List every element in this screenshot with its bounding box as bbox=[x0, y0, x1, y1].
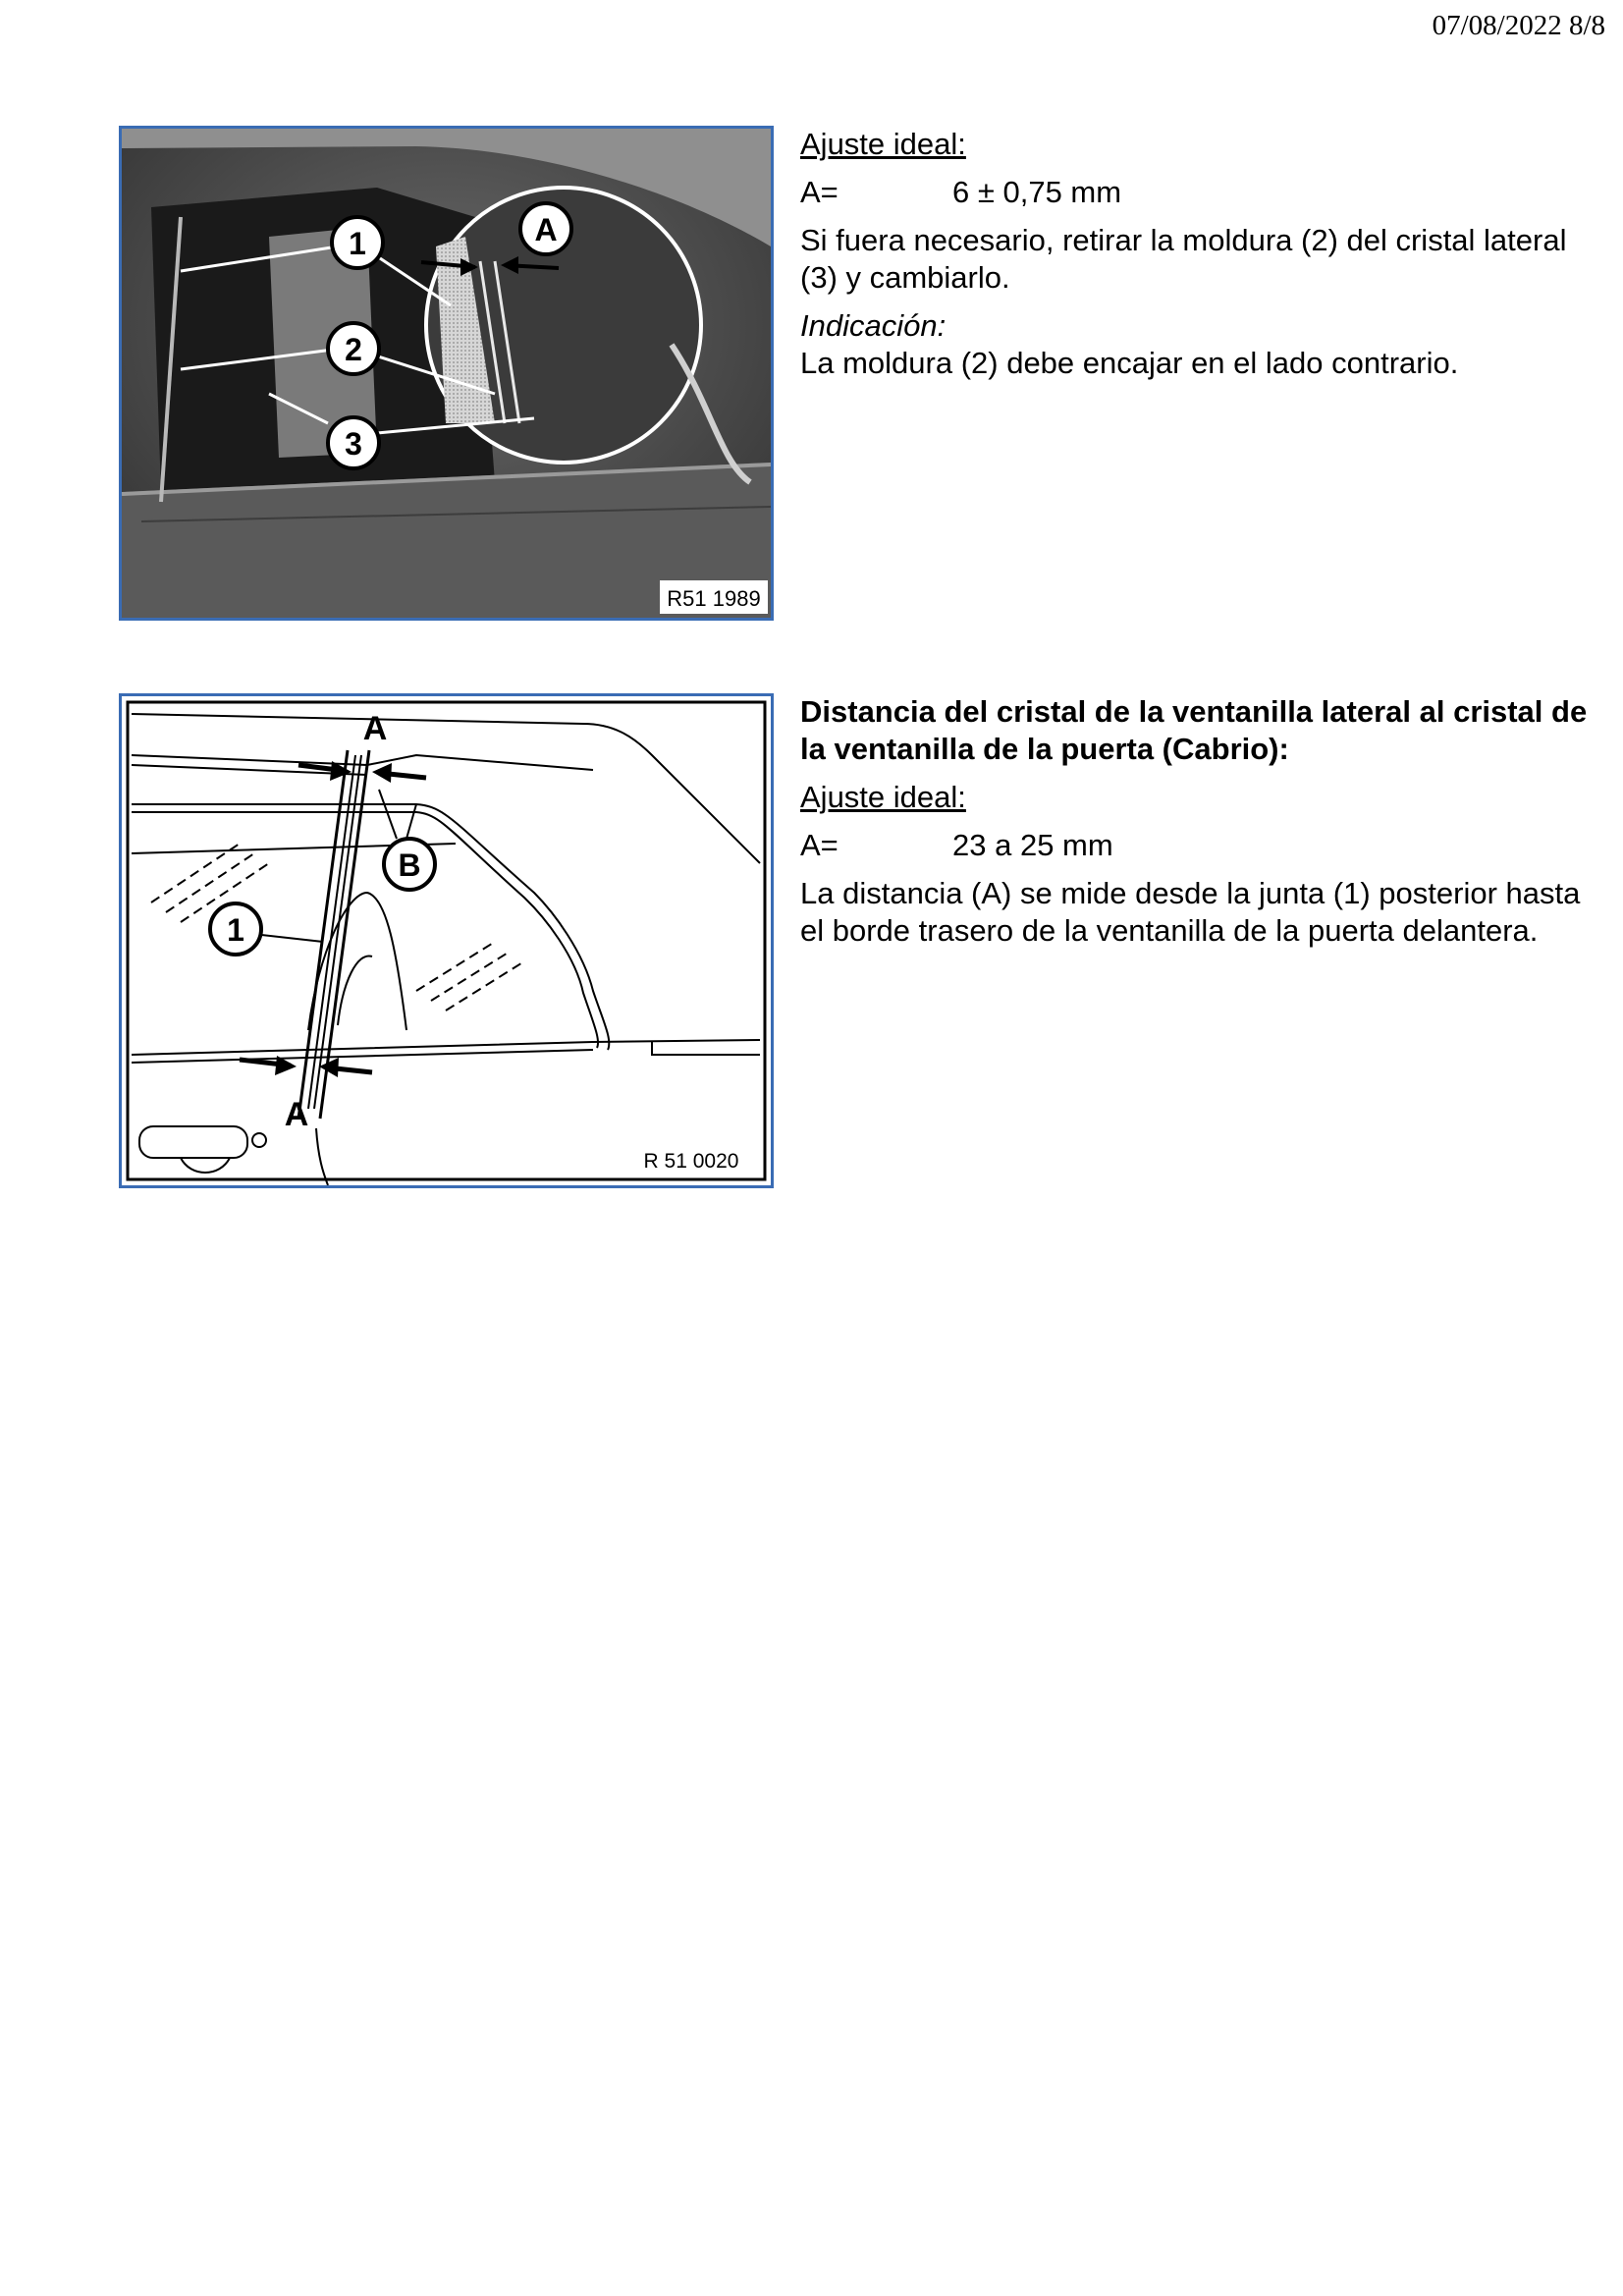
text-block-cabrio-window-distance bbox=[800, 693, 1605, 950]
heading-ideal-adjustment: Ajuste ideal: bbox=[800, 127, 966, 161]
cabrio-window-line-drawing bbox=[122, 696, 771, 1185]
spec-row bbox=[800, 174, 1605, 211]
side-window-photo-illustration bbox=[122, 129, 771, 618]
figure-cabrio-window-drawing bbox=[119, 693, 774, 1188]
svg-text:A: A bbox=[534, 212, 558, 247]
instruction-text: Si fuera necesario, retirar la moldura (2) del cristal lateral (3) y cambiarlo. bbox=[800, 223, 1567, 295]
figure-side-window-photo bbox=[119, 126, 774, 621]
callout-A bbox=[520, 203, 571, 254]
spec-value: 23 a 25 mm bbox=[952, 828, 1113, 862]
callout-1 bbox=[210, 903, 261, 955]
callout-1 bbox=[332, 217, 383, 268]
note-text: La moldura (2) debe encajar en el lado contrario. bbox=[800, 346, 1459, 380]
spec-value: 6 ± 0,75 mm bbox=[952, 175, 1122, 209]
callout-2 bbox=[328, 323, 379, 374]
spec-row bbox=[800, 827, 1605, 864]
svg-text:A: A bbox=[284, 1096, 309, 1133]
callout-B bbox=[384, 839, 435, 890]
figure-code-label: R 51 0020 bbox=[643, 1150, 739, 1173]
figure-code-label: R51 1989 bbox=[667, 586, 761, 611]
spec-key: A= bbox=[800, 828, 839, 862]
section-title: Distancia del cristal de la ventanilla lateral al cristal de la ventanilla de la puerta (Cabrio): bbox=[800, 694, 1588, 766]
text-block-ideal-adjustment-1 bbox=[800, 126, 1605, 382]
label-A-top bbox=[363, 710, 388, 747]
svg-text:3: 3 bbox=[345, 426, 362, 462]
callout-3 bbox=[328, 417, 379, 468]
description-text: La distancia (A) se mide desde la junta (1) posterior hasta el borde trasero de la ventanilla de la puerta delantera. bbox=[800, 876, 1581, 948]
heading-ideal-adjustment: Ajuste ideal: bbox=[800, 780, 966, 814]
svg-text:2: 2 bbox=[345, 332, 362, 367]
page-header-date-page: 07/08/2022 8/8 bbox=[1432, 10, 1605, 41]
svg-text:B: B bbox=[398, 847, 421, 883]
svg-text:A: A bbox=[362, 710, 388, 747]
spec-key: A= bbox=[800, 175, 839, 209]
label-A-bottom bbox=[285, 1096, 309, 1133]
svg-text:1: 1 bbox=[349, 226, 366, 261]
svg-text:1: 1 bbox=[227, 912, 244, 948]
note-label: Indicación: bbox=[800, 308, 947, 343]
